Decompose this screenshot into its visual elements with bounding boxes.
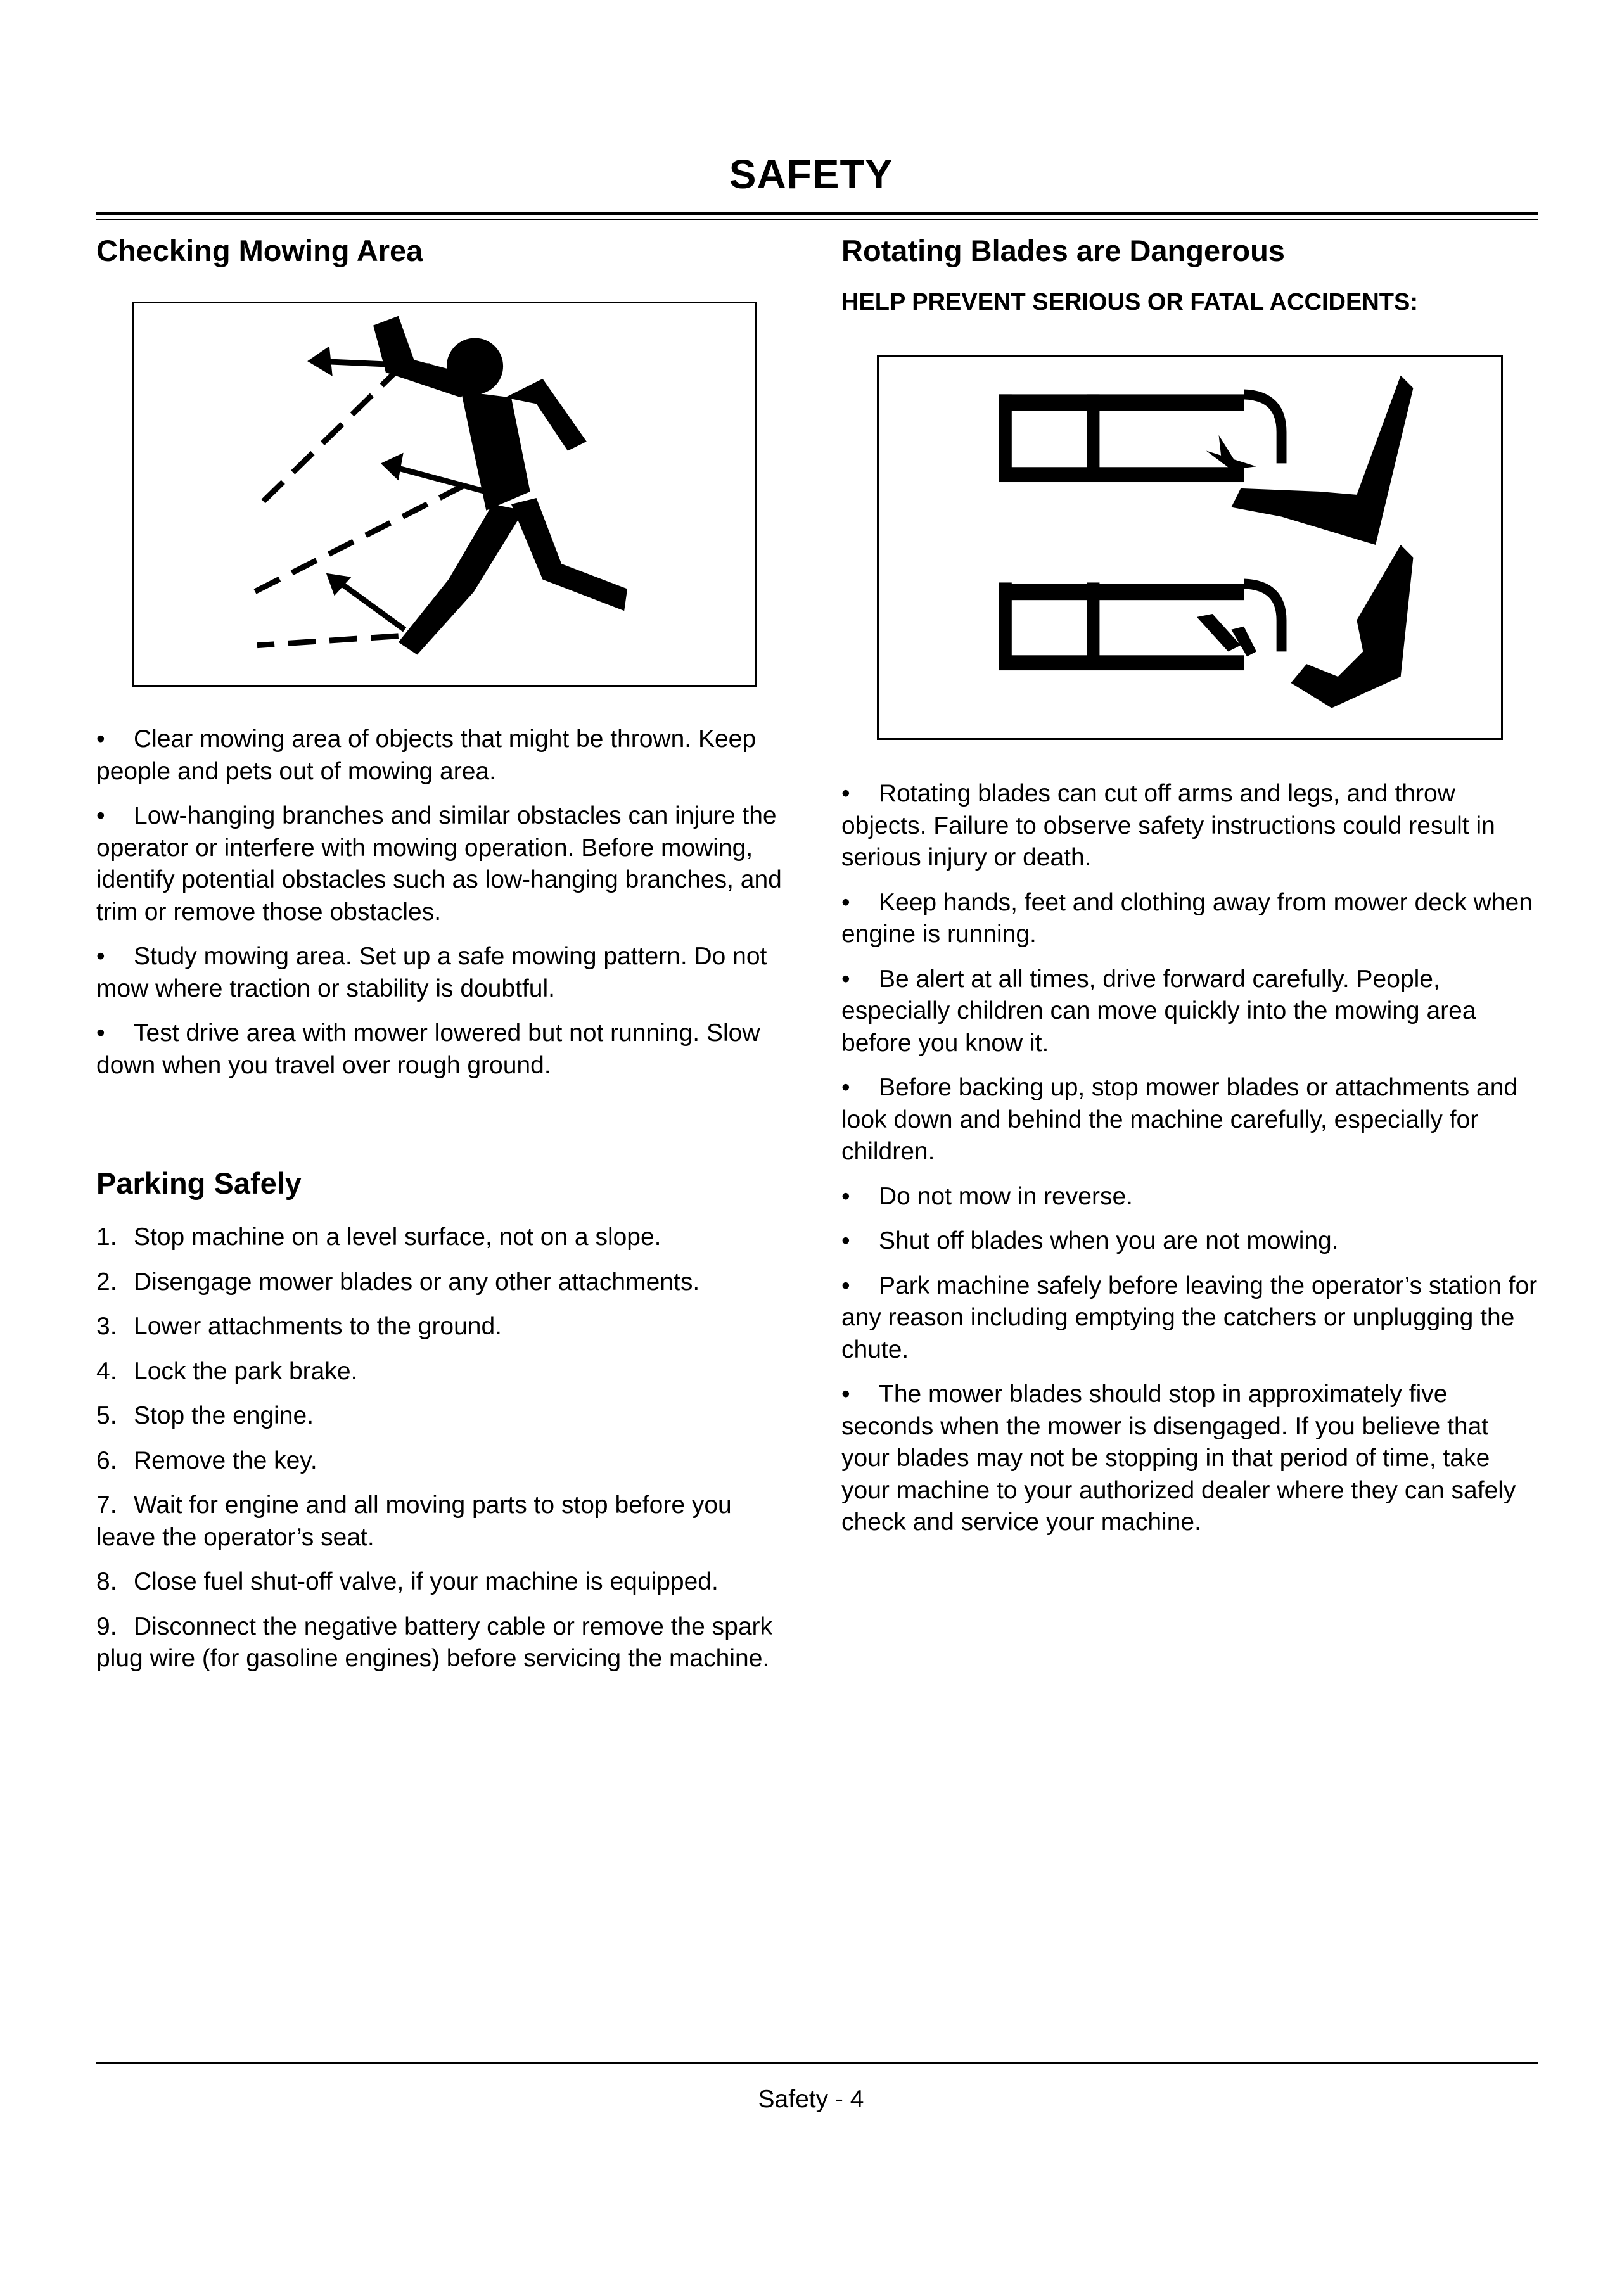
list-item (96, 941, 787, 1005)
list-item-text: Shut off blades when you are not mowing. (879, 1227, 1339, 1254)
bullet-marker: • (841, 1182, 850, 1210)
blades-bullet-list (841, 778, 1538, 1552)
step-number: 3. (96, 1313, 117, 1340)
list-item-text: Remove the key. (134, 1446, 317, 1474)
list-item (96, 1311, 787, 1343)
list-item-text: Study mowing area. Set up a safe mowing pattern. Do not mow where traction or stability is doubtful. (96, 943, 767, 1002)
list-item (96, 1489, 787, 1553)
page-title: SAFETY (729, 151, 893, 197)
section-heading-rotating-blades: Rotating Blades are Dangerous (841, 234, 1285, 267)
list-item (96, 1356, 787, 1388)
list-item-text: Test drive area with mower lowered but not running. Slow down when you travel over rough ground. (96, 1019, 760, 1079)
list-item-text: Wait for engine and all moving parts to stop before you leave the operator’s seat. (96, 1491, 732, 1551)
list-item-text: Rotating blades can cut off arms and legs, and throw objects. Failure to observe safety instructions could result in serious injury or death. (841, 780, 1495, 871)
section-heading-parking-safely: Parking Safely (96, 1166, 302, 1200)
thrown-objects-hazard-icon (134, 303, 755, 685)
list-item (96, 1221, 787, 1254)
left-column (96, 228, 787, 274)
list-item (96, 724, 787, 788)
list-item-text: Disengage mower blades or any other attachments. (134, 1268, 700, 1296)
step-number: 4. (96, 1357, 117, 1385)
list-item (841, 1379, 1538, 1539)
step-number: 9. (96, 1612, 117, 1640)
step-number: 5. (96, 1402, 117, 1429)
list-item-text: The mower blades should stop in approximately five seconds when the mower is disengaged. If you believe that your blades may not be stopping in that period of time, take your machine to your authorized dealer where they can safely check and service your machine. (841, 1381, 1516, 1536)
rotating-blade-hazard-icon (879, 357, 1501, 738)
bullet-marker: • (96, 802, 105, 829)
list-item-text: Stop the engine. (134, 1402, 314, 1429)
bullet-marker: • (96, 1019, 105, 1047)
list-item (841, 1270, 1538, 1367)
list-item-text: Lock the park brake. (134, 1357, 358, 1385)
list-item-text: Disconnect the negative battery cable or remove the spark plug wire (for gasoline engines) before servicing the machine. (96, 1612, 773, 1672)
bullet-marker: • (841, 1272, 850, 1299)
list-item-text: Low-hanging branches and similar obstacles can injure the operator or interfere with mowing operation. Before mowing, identify potential obstacles such as low-hanging branches, and trim or remove those obstacles. (96, 802, 782, 926)
list-item (96, 1566, 787, 1598)
header-rule-thin (96, 219, 1538, 220)
list-item (841, 887, 1538, 951)
bullet-marker: • (96, 725, 105, 753)
list-item-text: Park machine safely before leaving the operator’s station for any reason including emptying the catchers or unplugging the chute. (841, 1272, 1538, 1363)
list-item (96, 1017, 787, 1081)
step-number: 7. (96, 1491, 117, 1519)
rotating-blades-figure (877, 355, 1503, 740)
list-item-text: Lower attachments to the ground. (134, 1313, 502, 1340)
header-rule-thick (96, 212, 1538, 215)
step-number: 6. (96, 1446, 117, 1474)
bullet-marker: • (841, 780, 850, 807)
page-footer: Safety - 4 (758, 2086, 864, 2113)
bullet-marker: • (96, 943, 105, 970)
parking-steps-list (96, 1221, 787, 1688)
right-column (841, 228, 1538, 316)
list-item (96, 1445, 787, 1477)
step-number: 1. (96, 1223, 117, 1251)
bullet-marker: • (841, 1227, 850, 1254)
list-item (841, 778, 1538, 874)
checking-bullet-list (96, 724, 787, 1094)
list-item (841, 1072, 1538, 1168)
list-item-text: Do not mow in reverse. (879, 1182, 1133, 1210)
list-item-text: Stop machine on a level surface, not on a slope. (134, 1223, 661, 1251)
list-item (96, 1266, 787, 1299)
bullet-marker: • (841, 1381, 850, 1408)
list-item-text: Close fuel shut-off valve, if your machine is equipped. (134, 1568, 718, 1595)
warning-subheading: HELP PREVENT SERIOUS OR FATAL ACCIDENTS: (841, 289, 1418, 316)
step-number: 8. (96, 1568, 117, 1595)
section-heading-checking-mowing-area: Checking Mowing Area (96, 234, 423, 267)
step-number: 2. (96, 1268, 117, 1296)
list-item-text: Before backing up, stop mower blades or attachments and look down and behind the machine carefully, especially for children. (841, 1074, 1518, 1165)
bullet-marker: • (841, 888, 850, 916)
list-item (96, 1611, 787, 1675)
bullet-marker: • (841, 1074, 850, 1101)
list-item-text: Keep hands, feet and clothing away from mower deck when engine is running. (841, 888, 1533, 948)
list-item (96, 800, 787, 928)
bullet-marker: • (841, 965, 850, 993)
thrown-objects-figure (132, 302, 757, 687)
list-item (841, 964, 1538, 1060)
list-item (841, 1225, 1538, 1258)
list-item (841, 1181, 1538, 1213)
list-item-text: Clear mowing area of objects that might be thrown. Keep people and pets out of mowing area. (96, 725, 757, 785)
list-item-text: Be alert at all times, drive forward carefully. People, especially children can move quickly into the mowing area before you know it. (841, 965, 1476, 1057)
list-item (96, 1400, 787, 1432)
footer-rule (96, 2062, 1538, 2064)
